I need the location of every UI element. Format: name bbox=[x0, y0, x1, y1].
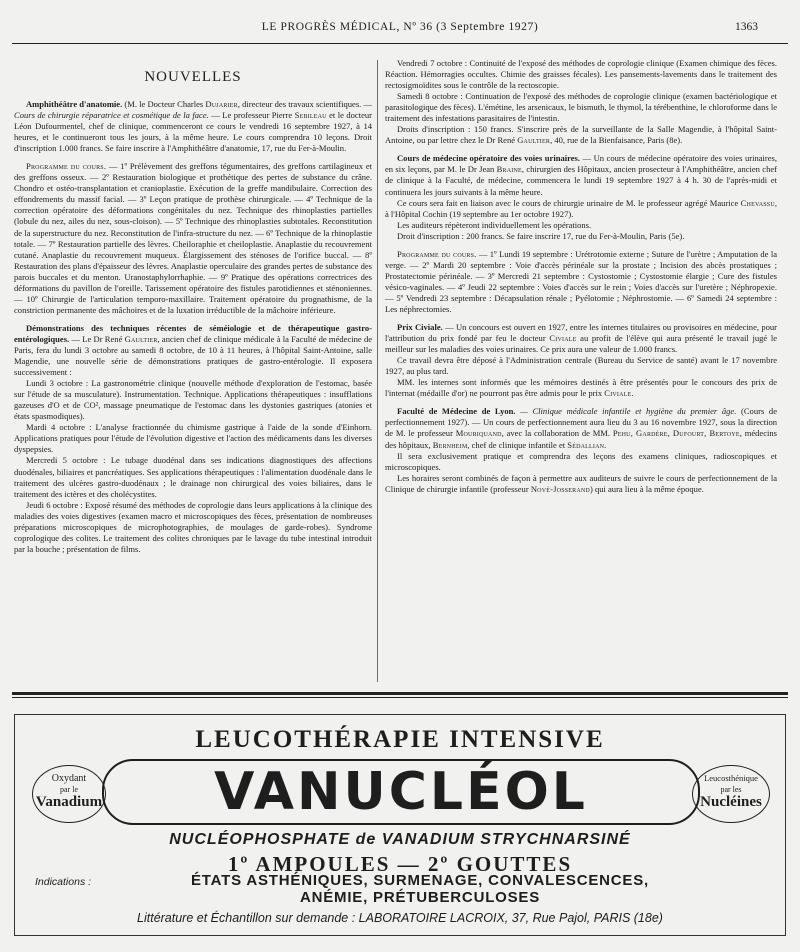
name-dujarier: Dujarier bbox=[205, 99, 238, 109]
separator-rule-thick bbox=[12, 692, 788, 695]
civiale-deadline: Ce travail devra être déposé à l'Administration centrale (Bureau du Service de santé) avant le 17 novembre 1927, au plus tard. bbox=[385, 355, 777, 377]
name-chevassu: Chevassu bbox=[740, 197, 775, 208]
gastro-intro: Démonstrations des techniques récentes de séméiologie et de thérapeutique gastro-entérologiques. — Le Dr René Gaultier, ancien chef de clinique médicale à la Faculté de médecine de Paris, fera du lundi 3 octobre au samedi 8 octobre, de 10 à 11 heures, à l'hôpital Saint-Antoine, salle Magendie, une nouvelle série de démonstrations pratiques de gastro-entérologie. Il exposera successivement : bbox=[14, 322, 373, 378]
name-sebileau: Sebileau bbox=[294, 110, 327, 121]
urinaire-intro: Cours de médecine opératoire des voies urinaires. — Un cours de médecine opératoire des voies urinaires, en six leçons, par M. le Dr Jean Braine, chirurgien des Hôpitaux, ancien prosecteur à l'Amphithéâtre, ancien chef de clinique à la Faculté, de médecine, commencera le lundi 19 septembre 1927 à 4 h. 30 de l'après-midi et continuera les jours suivants à la même heure. bbox=[385, 153, 777, 197]
gastro-day-6: Samedi 8 octobre : Continuation de l'exposé des méthodes de coprologie clinique (examen bactériologique et parasitologique des fèces). L'émétine, les arsenicaux, le bismuth, le thymol, la térébenthine, le chloroforme dans le traitement des infestations parasitaires de l'intestin. bbox=[385, 91, 777, 124]
indications-label: Indications : bbox=[35, 876, 92, 888]
urinaire-programme: Programme du cours. — 1º Lundi 19 septembre : Urétrotomie externe ; Suture de l'urètre ; Amputation de la verge. — 2º Mardi 20 septembre : Voie d'accès périnéale sur la prostate ; Incision des abcès prostatiques ; Prostatectomie périnéale. — 3º Mercredi 21 septembre : Cystostomie ; Cystostomie élargie ; Cure des fistules vésico-vaginales. — 4º Jeudi 22 septembre : Voies d'accès sur le rein ; Voies d'accès sur l'uretère ; Néphropexie. — 5º Vendredi 23 septembre : Décapsulation rénale ; Pyélotomie ; Néphrostomie. — 6º Samedi 24 septembre : Les néphrectomies. bbox=[385, 248, 777, 314]
brand-name: VANUCLÉOL bbox=[214, 762, 588, 822]
gastro-day-1: Lundi 3 octobre : La gastronométrie clinique (nouvelle méthode d'exploration de l'estomac, basée sur l'étude de sa musculature). Instrumentation. Technique. Applications thérapeutiques : insufflations gazeuses d'O et de CO², massage pneumatique de l'estomac dans les dystonies gastriques (atonies et états spasmodiques). bbox=[14, 378, 372, 422]
page-number: 1363 bbox=[735, 21, 758, 33]
indications-list: ÉTATS ASTHÉNIQUES, SURMENAGE, CONVALESCENCES, ANÉMIE, PRÉTUBERCULOSES bbox=[191, 872, 649, 906]
ad-headline: LEUCOTHÉRAPIE INTENSIVE bbox=[195, 726, 605, 753]
civiale-notice: MM. les internes sont informés que les mémoires destinés à être présentés pour le concours des prix de l'internat (médaille d'or) ne pourront pas être admis pour le prix Civiale. bbox=[385, 377, 777, 399]
civiale-intro: Prix Civiale. — Un concours est ouvert en 1927, entre les internes titulaires ou provisoires en médecine, pour l'attribution du prix fondé par feu le docteur Civiale au profit de l'élève qui aura présenté le travail jugé le meilleur sur les maladies des voies urinaires. Ce prix aura une valeur de 1.000 francs. bbox=[385, 322, 778, 355]
lyon-title: Faculté de Médecine de Lyon. bbox=[397, 406, 516, 417]
gastro-day-2: Mardi 4 octobre : L'analyse fractionnée du chimisme gastrique à l'aide de la sonde d'Einhorn. Applications pratiques pour l'étude de l'évolution digestive et l'action des médicaments dans les diverses dyspepsies. bbox=[14, 422, 372, 455]
column-divider bbox=[377, 60, 378, 682]
header-rule bbox=[12, 43, 788, 44]
left-badge: Oxydant par le Vanadium bbox=[32, 765, 106, 823]
ad-footer: Littérature et Échantillon sur demande : LABORATOIRE LACROIX, 37, Rue Pajol, PARIS (18e) bbox=[137, 911, 663, 925]
civiale-title: Prix Civiale. bbox=[397, 322, 443, 333]
brand-banner bbox=[102, 759, 700, 825]
separator-rule-thin bbox=[12, 697, 788, 698]
lyon-intro: Faculté de Médecine de Lyon. — Clinique médicale infantile et hygiène du premier âge. (Cours de perfectionnement 1927). — Un cours de perfectionnement aura lieu du 3 au 16 novembre 1927, sous la direction de M. le professeur Mouriquand, avec la collaboration de MM. Pehu, Gardère, Dufourt, Bertoye, médecins des hôpitaux, Bernheim, chef de clinique infantile et Sédallian. bbox=[385, 406, 778, 450]
lyon-schedule: Les horaires seront combinés de façon à permettre aux auditeurs de suivre le cours de perfectionnement de la Clinique de chirurgie infantile (professeur Novè-Josserand) qui aura lieu à la même époque. bbox=[385, 472, 777, 494]
right-badge: Leucosthénique par les Nucléines bbox=[692, 765, 770, 823]
ad-subtitle: NUCLÉOPHOSPHATE de VANADIUM STRYCHNARSINÉ bbox=[169, 831, 631, 848]
programme-label: Programme du cours. bbox=[26, 161, 107, 172]
left-column bbox=[14, 56, 372, 555]
gastro-inscription: Droits d'inscription : 150 francs. S'inscrire près de la surveillante de la Salle Magendie, à l'hôpital Saint-Antoine, ou par lettre chez le Dr René Gaultier, 40, rue de la Bienfaisance, Paris (8e). bbox=[385, 124, 777, 146]
urinaire-liaison: Ce cours sera fait en liaison avec le cours de chirurgie urinaire de M. le professeur agrégé Maurice Chevassu, à l'Hôpital Cochin (19 septembre au 1er octobre 1927). bbox=[385, 197, 777, 219]
gastro-day-5: Vendredi 7 octobre : Continuité de l'exposé des méthodes de coprologie clinique (Examen chimique des fèces. Réaction. Hémorragies occultes. Chimie des graisses fécales). Les pansements-lavements dans le traitement des rectosigmoïdites sous le contrôle de la rectoscopie. bbox=[385, 58, 777, 91]
ad-forms: 1º AMPOULES — 2º GOUTTES bbox=[227, 852, 573, 876]
urinaire-title: Cours de médecine opératoire des voies urinaires. bbox=[397, 153, 581, 164]
running-title: LE PROGRÈS MÉDICAL, Nº 36 (3 Septembre 1927) bbox=[261, 21, 539, 33]
section-title: NOUVELLES bbox=[144, 69, 242, 85]
running-header bbox=[0, 21, 800, 37]
vanucleol-advertisement bbox=[14, 714, 786, 936]
name-gaultier: Gaultier bbox=[124, 333, 158, 344]
anatomie-programme: Programme du cours. — 1º Prélèvement des greffons tégumentaires, des greffons cartilagineux et des greffons osseux. — 2º Restauration biologique et prothétique des pertes de substance du crâne. Chondro et ostéo-transplantation et cranioplastie. Exécution de la greffe mandibulaire. Correction des effondrements du massif facial. — 3º Leçon pratique de prothèse chirurgicale. — 4º Technique de la correction opératoire des déformations congénitales du nez. Technique des rhinoplasties partielles (lobule du nez, ailes du nez, sous-cloison). — 5º Technique des rhinoplasties subtotales. Reconstitution de la superstructure du nez. Reconstitution de l'infra-structure du nez. — 6º Technique de la rhinoplastie totale. — 7º Restauration partielle des lèvres. Cheiloraphie et cheiloplastie. Anaplastie du recouvrement cutané. Anaplastie du recouvrement muqueux. Élargissement des sténoses de l'orifice buccal. — 8º Restauration des plans d'épaisseur des lèvres. Anaplastie operculaire des grandes pertes de substance des parois buccales et du menton. Uranostaphylorrhaphie. — 9º Pratique des opérations correctrices des déformations du pavillon de l'oreille. Tarissement opératoire des fistules parotidiennes et sténoniennes. — 10º Chirurgie de l'articulation temporo-maxillaire. Traitement opératoire du prognathisme, de la constriction permanente des mâchoires et de la luxation irréductible de la mâchoire inférieure. bbox=[14, 161, 372, 315]
name-braine: Braine bbox=[496, 164, 522, 175]
programme-label: Programme du cours. bbox=[397, 248, 477, 259]
urinaire-inscription: Droit d'inscription : 200 francs. Se faire inscrire 17, rue du Fer-à-Moulin, Paris (5e). bbox=[397, 230, 685, 241]
gastro-title: Démonstrations des techniques récentes de séméiologie et de thérapeutique gastro-entérologiques. bbox=[14, 322, 372, 344]
course-title: Cours de chirurgie réparatrice et cosmétique de la face. bbox=[14, 110, 209, 121]
urinaire-auditeurs: Les auditeurs répèteront individuellement les opérations. bbox=[397, 219, 592, 230]
gastro-day-3: Mercredi 5 octobre : Le tubage duodénal dans ses indications diagnostiques des affections duodénales, biliaires et pancréatiques. Ses applications thérapeutiques : l'alimentation duodénale dans le traitement des ulcères gastro-duodénaux ; le drainage non chirurgical des voies biliaires, dans le traitement des ictères et des cholécystites. bbox=[14, 455, 372, 499]
right-column bbox=[385, 58, 777, 495]
lyon-content: Il sera exclusivement pratique et comprendra des leçons des examens cliniques, radioscopiques et microscopiques. bbox=[385, 450, 777, 472]
anatomie-paragraph: Amphithéâtre d'anatomie. (M. le Docteur Charles Dujarier, directeur des travaux scientifiques. — Cours de chirurgie réparatrice et cosmétique de la face. — Le professeur Pierre Sebileau et le docteur Léon Dufourmentel, chef de clinique, commenceront ce cours le vendredi 16 septembre 1927, à 14 heures, et le continueront tous les jours, à la même heure. Le cours comprendra 10 leçons. Droit d'inscription 1.000 francs. Se faire inscrire à l'Amphithéâtre d'anatomie, 17, rue du Fer-à-Moulin. bbox=[14, 99, 372, 154]
gastro-day-4: Jeudi 6 octobre : Exposé résumé des méthodes de coprologie dans leurs applications à la clinique des maladies des voies digestives (examen macro et microscopiques des fèces, présentation de nombreuses préparations microscopiques de microphotographies, de moulages de garde-robes). Syndrome coprologique des colites. Le traitement des colites chroniques par le lavage du tube intestinal introduit par la bouche ; présentation de films. bbox=[14, 499, 372, 554]
anatomie-title: Amphithéâtre d'anatomie. bbox=[26, 99, 123, 109]
